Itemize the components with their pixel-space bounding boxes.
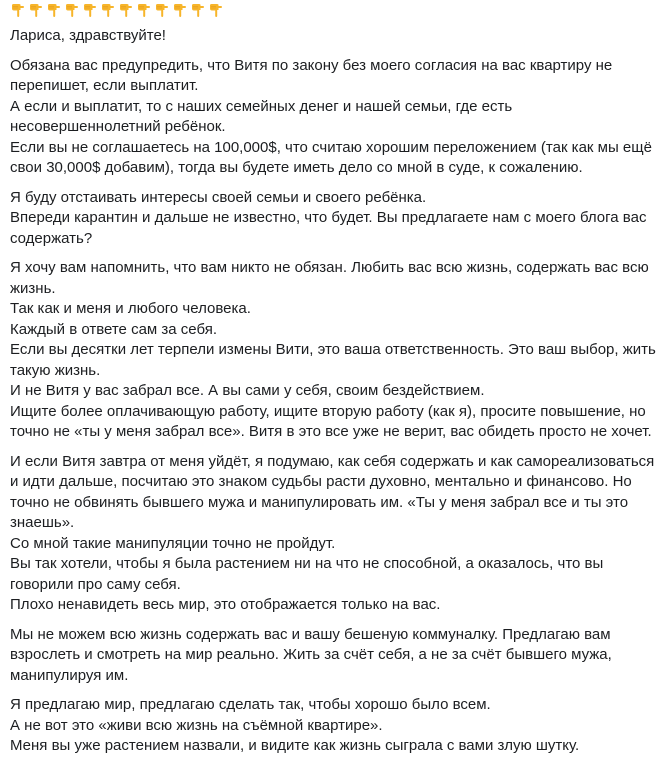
post-line: Плохо ненавидеть весь мир, это отображается только на вас. xyxy=(10,596,441,613)
post-line: И если Витя завтра от меня уйдёт, я подумаю, как себя содержать и как самореализоваться и идти дальше, посчитаю это знаком судьбы расти духовно, ментально и финансово. Но точно не обвинять бывшего мужа и манипулировать им. «Ты у меня забрал все и ты это знаешь». xyxy=(10,452,655,531)
pointing-down-icon xyxy=(154,2,170,18)
post-line: Я буду отстаивать интересы своей семьи и своего ребёнка. xyxy=(10,188,427,206)
post-line: А если и выплатит, то с наших семейных денег и нашей семьи, где есть несовершеннолетний ребёнок. xyxy=(10,97,513,135)
post-line: А не вот это «живи всю жизнь на съёмной квартире». xyxy=(10,716,383,734)
greeting: Лариса, здравствуйте! xyxy=(10,27,166,44)
post-line: Мы не можем всю жизнь содержать вас и вашу бешеную коммуналку. Предлагаю вам взрослеть и смотреть на мир реально. Жить за счёт себя, а не за счёт бывшего мужа, манипулируя им. xyxy=(10,625,612,684)
pointing-down-icon xyxy=(64,2,80,18)
post-paragraph xyxy=(10,695,656,757)
pointing-down-icon xyxy=(190,2,206,18)
post-line: Каждый в ответе сам за себя. xyxy=(10,320,218,338)
post-line: Со мной такие манипуляции точно не пройдут. xyxy=(10,534,336,552)
post-paragraph xyxy=(10,188,656,250)
pointing-down-icon xyxy=(100,2,116,18)
post-line: Я предлагаю мир, предлагаю сделать так, чтобы хорошо было всем. xyxy=(10,696,491,713)
post-line: Я хочу вам напомнить, что вам никто не обязан. Любить вас всю жизнь, содержать вас всю жизнь. xyxy=(10,259,649,297)
pointing-down-icon xyxy=(28,2,44,18)
post-line: Если вы десятки лет терпели измены Вити, это ваша ответственность. Это ваш выбор, жить такую жизнь. xyxy=(10,341,656,379)
post-line: Обязана вас предупредить, что Витя по закону без моего согласия на вас квартиру не перепишет, если выплатит. xyxy=(10,56,613,94)
post-line: И не Витя у вас забрал все. А вы сами у себя, своим бездействием. xyxy=(10,382,485,399)
pointing-down-icon xyxy=(10,2,26,18)
post-line: Впереди карантин и дальше не известно, что будет. Вы предлагаете нам с моего блога вас содержать? xyxy=(10,209,647,247)
post-line: Так как и меня и любого человека. xyxy=(10,300,251,317)
post-paragraph xyxy=(10,625,656,687)
pointing-down-icon xyxy=(208,2,224,18)
pointing-down-icon xyxy=(136,2,152,18)
post-line: Ищите более оплачивающую работу, ищите вторую работу (как я), просите повышение, но точно не «ты у меня забрал все». Витя в это все уже не верит, вас обидеть просто не хочет. xyxy=(10,402,652,440)
post-line: Если вы не соглашаетесь на 100,000$, что считаю хорошим переложением (так как мы ещё свои 30,000$ добавим), тогда вы будете иметь дело со мной в суде, к сожалению. xyxy=(10,138,652,176)
post-paragraphs xyxy=(10,56,656,757)
post-paragraph xyxy=(10,258,656,443)
pointing-down-icon xyxy=(46,2,62,18)
post-line: Меня вы уже растением назвали, и видите как жизнь сыграла с вами злую шутку. xyxy=(10,737,580,754)
emoji-row xyxy=(10,0,656,20)
pointing-down-icon xyxy=(172,2,188,18)
post-line: Вы так хотели, чтобы я была растением ни на что не способной, а оказалось, что вы говорили про саму себя. xyxy=(10,555,604,593)
pointing-down-icon xyxy=(82,2,98,18)
pointing-down-icon xyxy=(118,2,134,18)
post-paragraph xyxy=(10,452,656,616)
post-paragraph xyxy=(10,56,656,179)
